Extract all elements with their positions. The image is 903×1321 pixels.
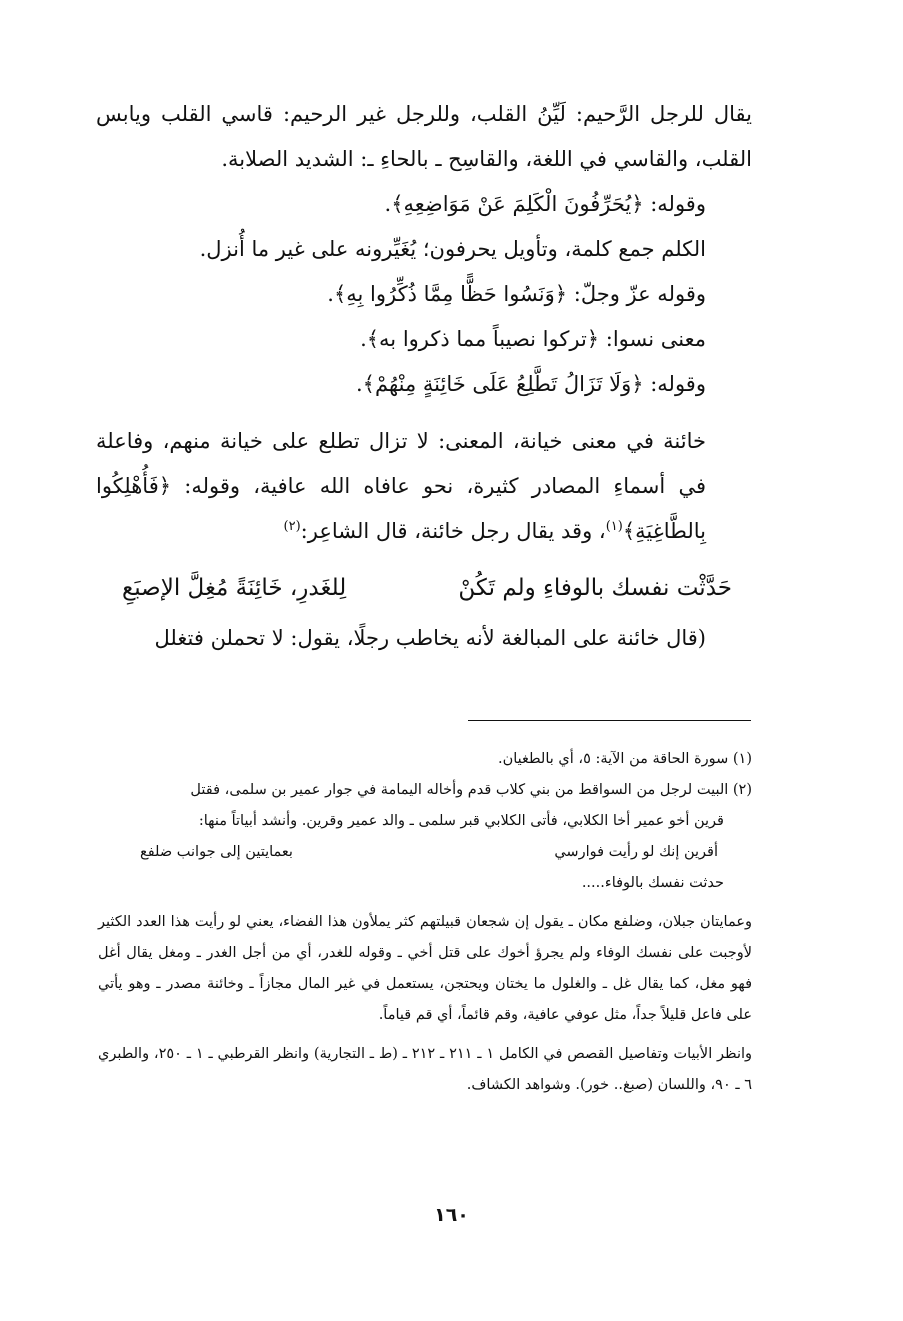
paragraph-heart: يقال للرجل الرَّحيم: لَيِّنُ القلب، وللرجل غير الرحيم: قاسي القلب ويابس القلب، والقاسي في اللغة، والقاسِح ـ بالحاءِ ـ: الشديد الصلابة. [96, 102, 752, 171]
paragraph-kalim: الكلم جمع كلمة، وتأويل يحرفون؛ يُغَيِّرونه على غير ما أُنزل. [199, 237, 706, 261]
footnote-poem-first: أقرين إنك لو رأيت فوارسي [554, 844, 718, 860]
page-number: ١٦٠ [434, 1204, 469, 1226]
footnote-poem-second: بعمايتين إلى جوانب ضلفع [140, 844, 293, 860]
footnote-ref-1: (١) [605, 519, 623, 534]
footnotes [98, 744, 752, 1101]
quran-quote-nasu: وقوله عزّ وجلّ: ﴿وَنَسُوا حَظًّا مِمَّا ذُكِّرُوا بِهِ﴾. [327, 282, 706, 306]
footnote-references: وانظر الأبيات وتفاصيل القصص في الكامل ١ ـ ٢١١ ـ ٢١٢ ـ (ط ـ التجارية) وانظر القرطبي ـ ١ ـ ٢٥٠، والطبري ٦ ـ ٩٠، واللسان (صبغ.. خور). وشواهد الكشاف. [98, 1046, 753, 1093]
paragraph-khainah [96, 419, 752, 554]
main-text [96, 92, 752, 661]
footnote-2-continued: قرين أخو عمير أخا الكلابي، فأتى الكلابي قبر سلمى ـ والد عمير وقرين. وأنشد أبياتاً منها: [198, 813, 724, 829]
footnote-explanation: وعمايتان جبلان، وضلفع مكان ـ يقول إن شجعان قبيلتهم كثر يملأون هذا الفضاء، يعني لو رأيت هذا العدد الكثير لأوجبت على نفسك الوفاء ولم يجرؤ أخوك على قتل أخي ـ وقوله للغدر، أي من أجل الغدر ـ ومغل يقال أغل فهو مغل، كما يقال غل ـ والغلول ما يختان ويحتجن، يستعمل في غير المال مجازاً ـ وخائنة مصدر ـ وهو يأتي على فاعل قليلاً جداً، مثل عوفي عافية، وقم قائماً، أي قم قياماً. [98, 914, 752, 1023]
paragraph-mubalagha: (قال خائنة على المبالغة لأنه يخاطب رجلًا، يقول: لا تحملن فتغلل [154, 626, 706, 650]
footnote-ref-2: (٢) [283, 519, 301, 534]
quran-quote-yuharrifun: وقوله: ﴿يُحَرِّفُونَ الْكَلِمَ عَنْ مَوَاضِعِهِ﴾. [384, 192, 706, 216]
footnote-separator [468, 720, 751, 721]
poetry-verse [96, 560, 752, 616]
footnote-2: (٢) البيت لرجل من السواقط من بني كلاب قدم وأخاله اليمامة في جوار عمير بن سلمى، فقتل [190, 782, 752, 798]
paragraph-nasu-meaning: معنى نسوا: ﴿تركوا نصيباً مما ذكروا به﴾. [360, 327, 706, 351]
paragraph-khainah-text: خائنة في معنى خيانة، المعنى: لا تزال تطلع على خيانة منهم، وفاعلة في أسماءِ المصادر كثيرة، نحو عافاه الله عافية، وقوله: ﴿فَأُهْلِكُوا بِالطَّاغِيَةِ﴾ [96, 429, 706, 543]
verse-first-hemistich: حَدَّثْت نفسك بالوفاءِ ولم تَكُنْ [458, 575, 732, 601]
footnote-1: (١) سورة الحاقة من الآية: ٥، أي بالطغيان. [497, 751, 752, 767]
footnote-poem-verse [98, 837, 752, 868]
quran-quote-khainah: وقوله: ﴿وَلَا تَزَالُ تَطَّلِعُ عَلَى خَائِنَةٍ مِنْهُمْ﴾. [356, 372, 706, 396]
verse-second-hemistich: لِلغَدرِ، خَائِنَةً مُغِلَّ الإصبَعِ [122, 575, 347, 601]
footnote-poem-tail: حدثت نفسك بالوفاء..... [581, 875, 724, 891]
paragraph-khainah-tail: ، وقد يقال رجل خائنة، قال الشاعِر: [300, 519, 606, 543]
